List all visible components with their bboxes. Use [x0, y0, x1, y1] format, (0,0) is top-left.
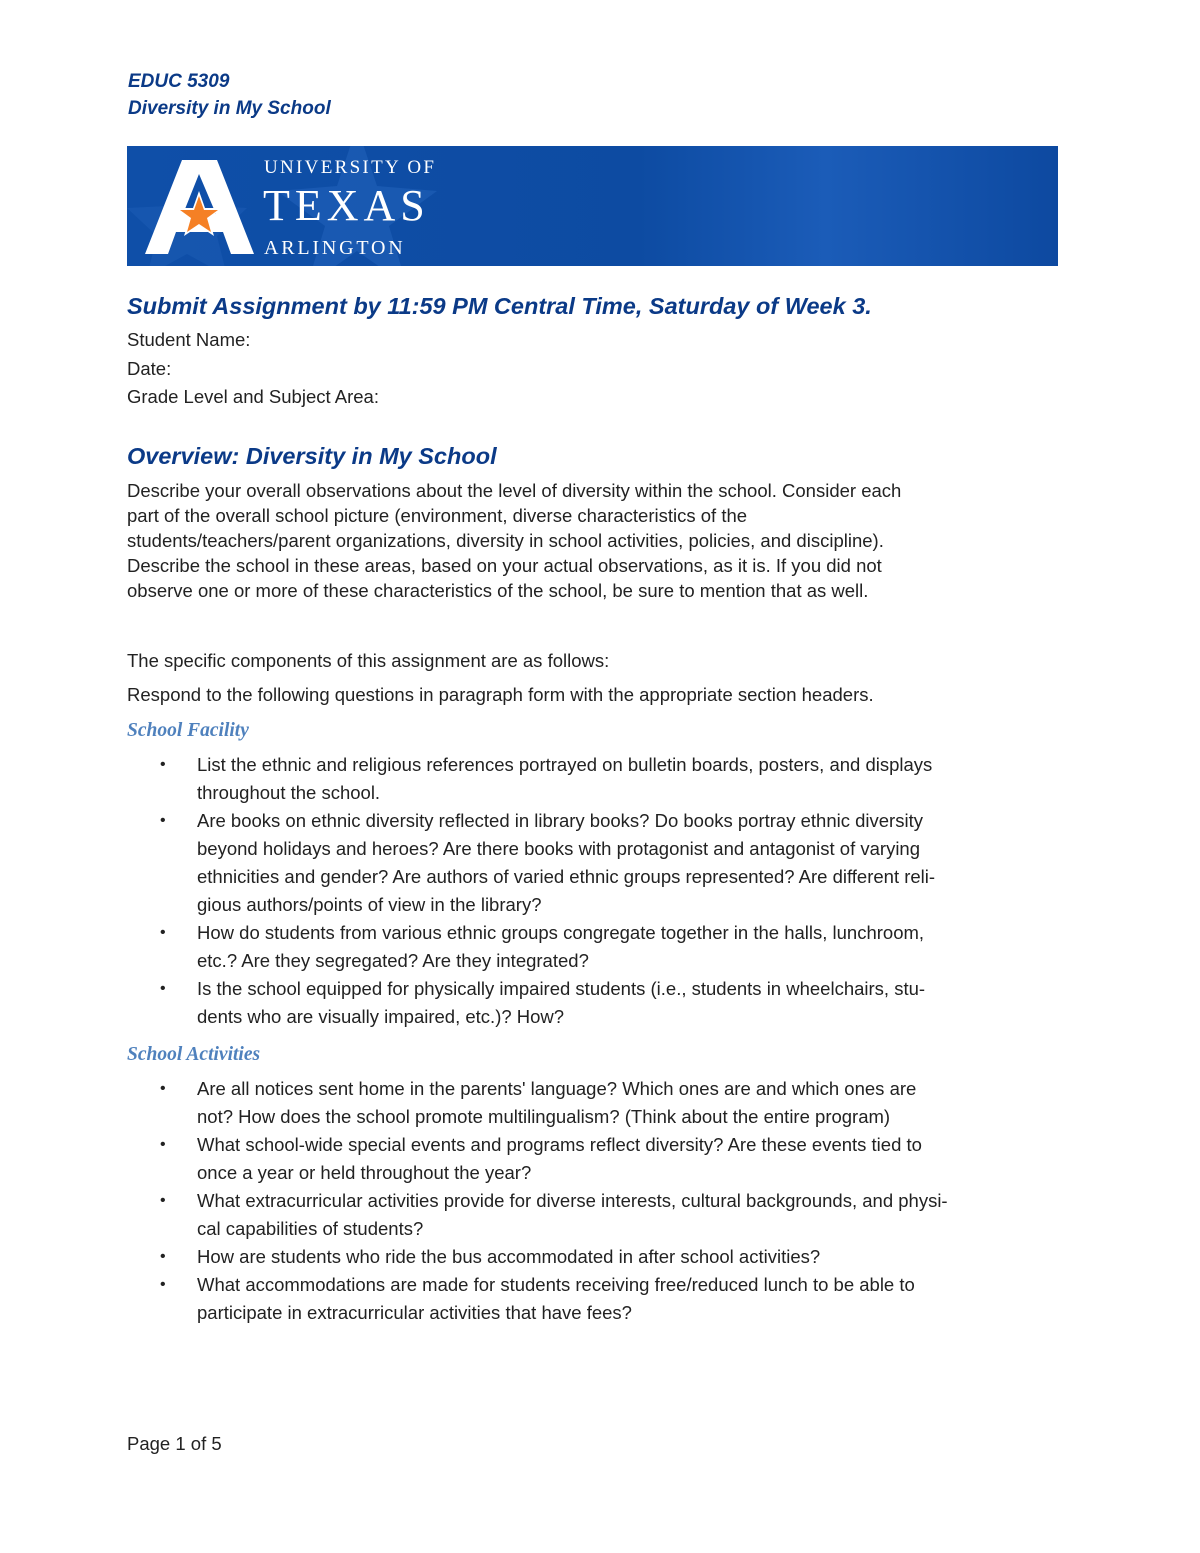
overview-heading: Overview: Diversity in My School — [127, 442, 497, 469]
overview-line: students/teachers/parent organizations, diversity in school activities, policies, and discipline). — [127, 529, 884, 551]
overview-paragraph — [127, 478, 1077, 603]
list-item — [127, 1271, 1077, 1327]
banner-line2: TEXAS — [263, 181, 430, 230]
bullet-icon: • — [160, 1275, 166, 1293]
list-item-line: once a year or held throughout the year? — [197, 1161, 532, 1183]
list-item-line: List the ethnic and religious references portrayed on bulletin boards, posters, and displays — [197, 753, 933, 775]
document-body — [127, 286, 1077, 1327]
list-item-line: Is the school equipped for physically impaired students (i.e., students in wheelchairs, stu- — [197, 977, 926, 999]
components-intro: The specific components of this assignment are as follows: — [127, 649, 610, 671]
list-item — [127, 1075, 1077, 1131]
list-item — [127, 751, 1077, 807]
list-item — [127, 1243, 1077, 1271]
respond-instructions: Respond to the following questions in paragraph form with the appropriate section headers. — [127, 683, 874, 705]
bullet-icon: • — [160, 1079, 166, 1097]
list-item-line: dents who are visually impaired, etc.)? How? — [197, 1005, 565, 1027]
student-name-field: Student Name: — [127, 329, 251, 350]
bullet-icon: • — [160, 755, 166, 773]
list-item-line: etc.? Are they segregated? Are they integrated? — [197, 949, 589, 971]
bullet-icon: • — [160, 811, 166, 829]
list-item-line: throughout the school. — [197, 781, 381, 803]
overview-line: Describe the school in these areas, based on your actual observations, as it is. If you did not — [127, 554, 882, 576]
course-code: EDUC 5309 — [128, 71, 230, 92]
list-item-line: Are all notices sent home in the parents' language? Which ones are and which ones are — [197, 1077, 917, 1099]
university-logo — [127, 146, 447, 266]
list-item-line: What extracurricular activities provide for diverse interests, cultural backgrounds, and physi- — [197, 1189, 948, 1211]
bullet-icon: • — [160, 923, 166, 941]
banner-line1: UNIVERSITY OF — [264, 157, 437, 178]
section-heading: School Facility — [127, 719, 249, 741]
date-field: Date: — [127, 357, 172, 379]
bullet-icon: • — [160, 1247, 166, 1265]
list-item-line: gious authors/points of view in the library? — [197, 893, 542, 915]
banner-line3: ARLINGTON — [264, 237, 406, 259]
bullet-icon: • — [160, 979, 166, 997]
overview-line: Describe your overall observations about the level of diversity within the school. Consider each — [127, 479, 902, 501]
list-item-line: Are books on ethnic diversity reflected in library books? Do books portray ethnic diversity — [197, 809, 923, 831]
list-item — [127, 1187, 1077, 1243]
page-number: Page 1 of 5 — [127, 1433, 222, 1454]
question-sections — [127, 717, 1077, 1327]
list-item — [127, 1131, 1077, 1187]
list-item-line: beyond holidays and heroes? Are there books with protagonist and antagonist of varying — [197, 837, 921, 859]
university-banner — [127, 146, 1058, 266]
list-item-line: What school-wide special events and programs reflect diversity? Are these events tied to — [197, 1133, 922, 1155]
list-item-line: How do students from various ethnic groups congregate together in the halls, lunchroom, — [197, 921, 925, 943]
list-item-line: participate in extracurricular activities that have fees? — [197, 1301, 632, 1323]
question-list — [127, 751, 1077, 1031]
list-item-line: ethnicities and gender? Are authors of varied ethnic groups represented? Are different reli- — [197, 865, 936, 887]
list-item — [127, 807, 1077, 919]
grade-level-field: Grade Level and Subject Area: — [127, 386, 379, 407]
question-list — [127, 1075, 1077, 1327]
course-subtitle: Diversity in My School — [128, 98, 331, 119]
list-item-line: What accommodations are made for students receiving free/reduced lunch to be able to — [197, 1273, 915, 1295]
bullet-icon: • — [160, 1135, 166, 1153]
overview-line: part of the overall school picture (environment, diverse characteristics of the — [127, 504, 748, 526]
list-item — [127, 919, 1077, 975]
due-date-heading: Submit Assignment by 11:59 PM Central Time, Saturday of Week 3. — [127, 293, 872, 319]
list-item — [127, 975, 1077, 1031]
list-item-line: not? How does the school promote multilingualism? (Think about the entire program) — [197, 1105, 891, 1127]
list-item-line: How are students who ride the bus accommodated in after school activities? — [197, 1245, 821, 1267]
list-item-line: cal capabilities of students? — [197, 1217, 424, 1239]
bullet-icon: • — [160, 1191, 166, 1209]
section-heading: School Activities — [127, 1043, 261, 1065]
overview-line: observe one or more of these characteristics of the school, be sure to mention that as well. — [127, 579, 869, 601]
